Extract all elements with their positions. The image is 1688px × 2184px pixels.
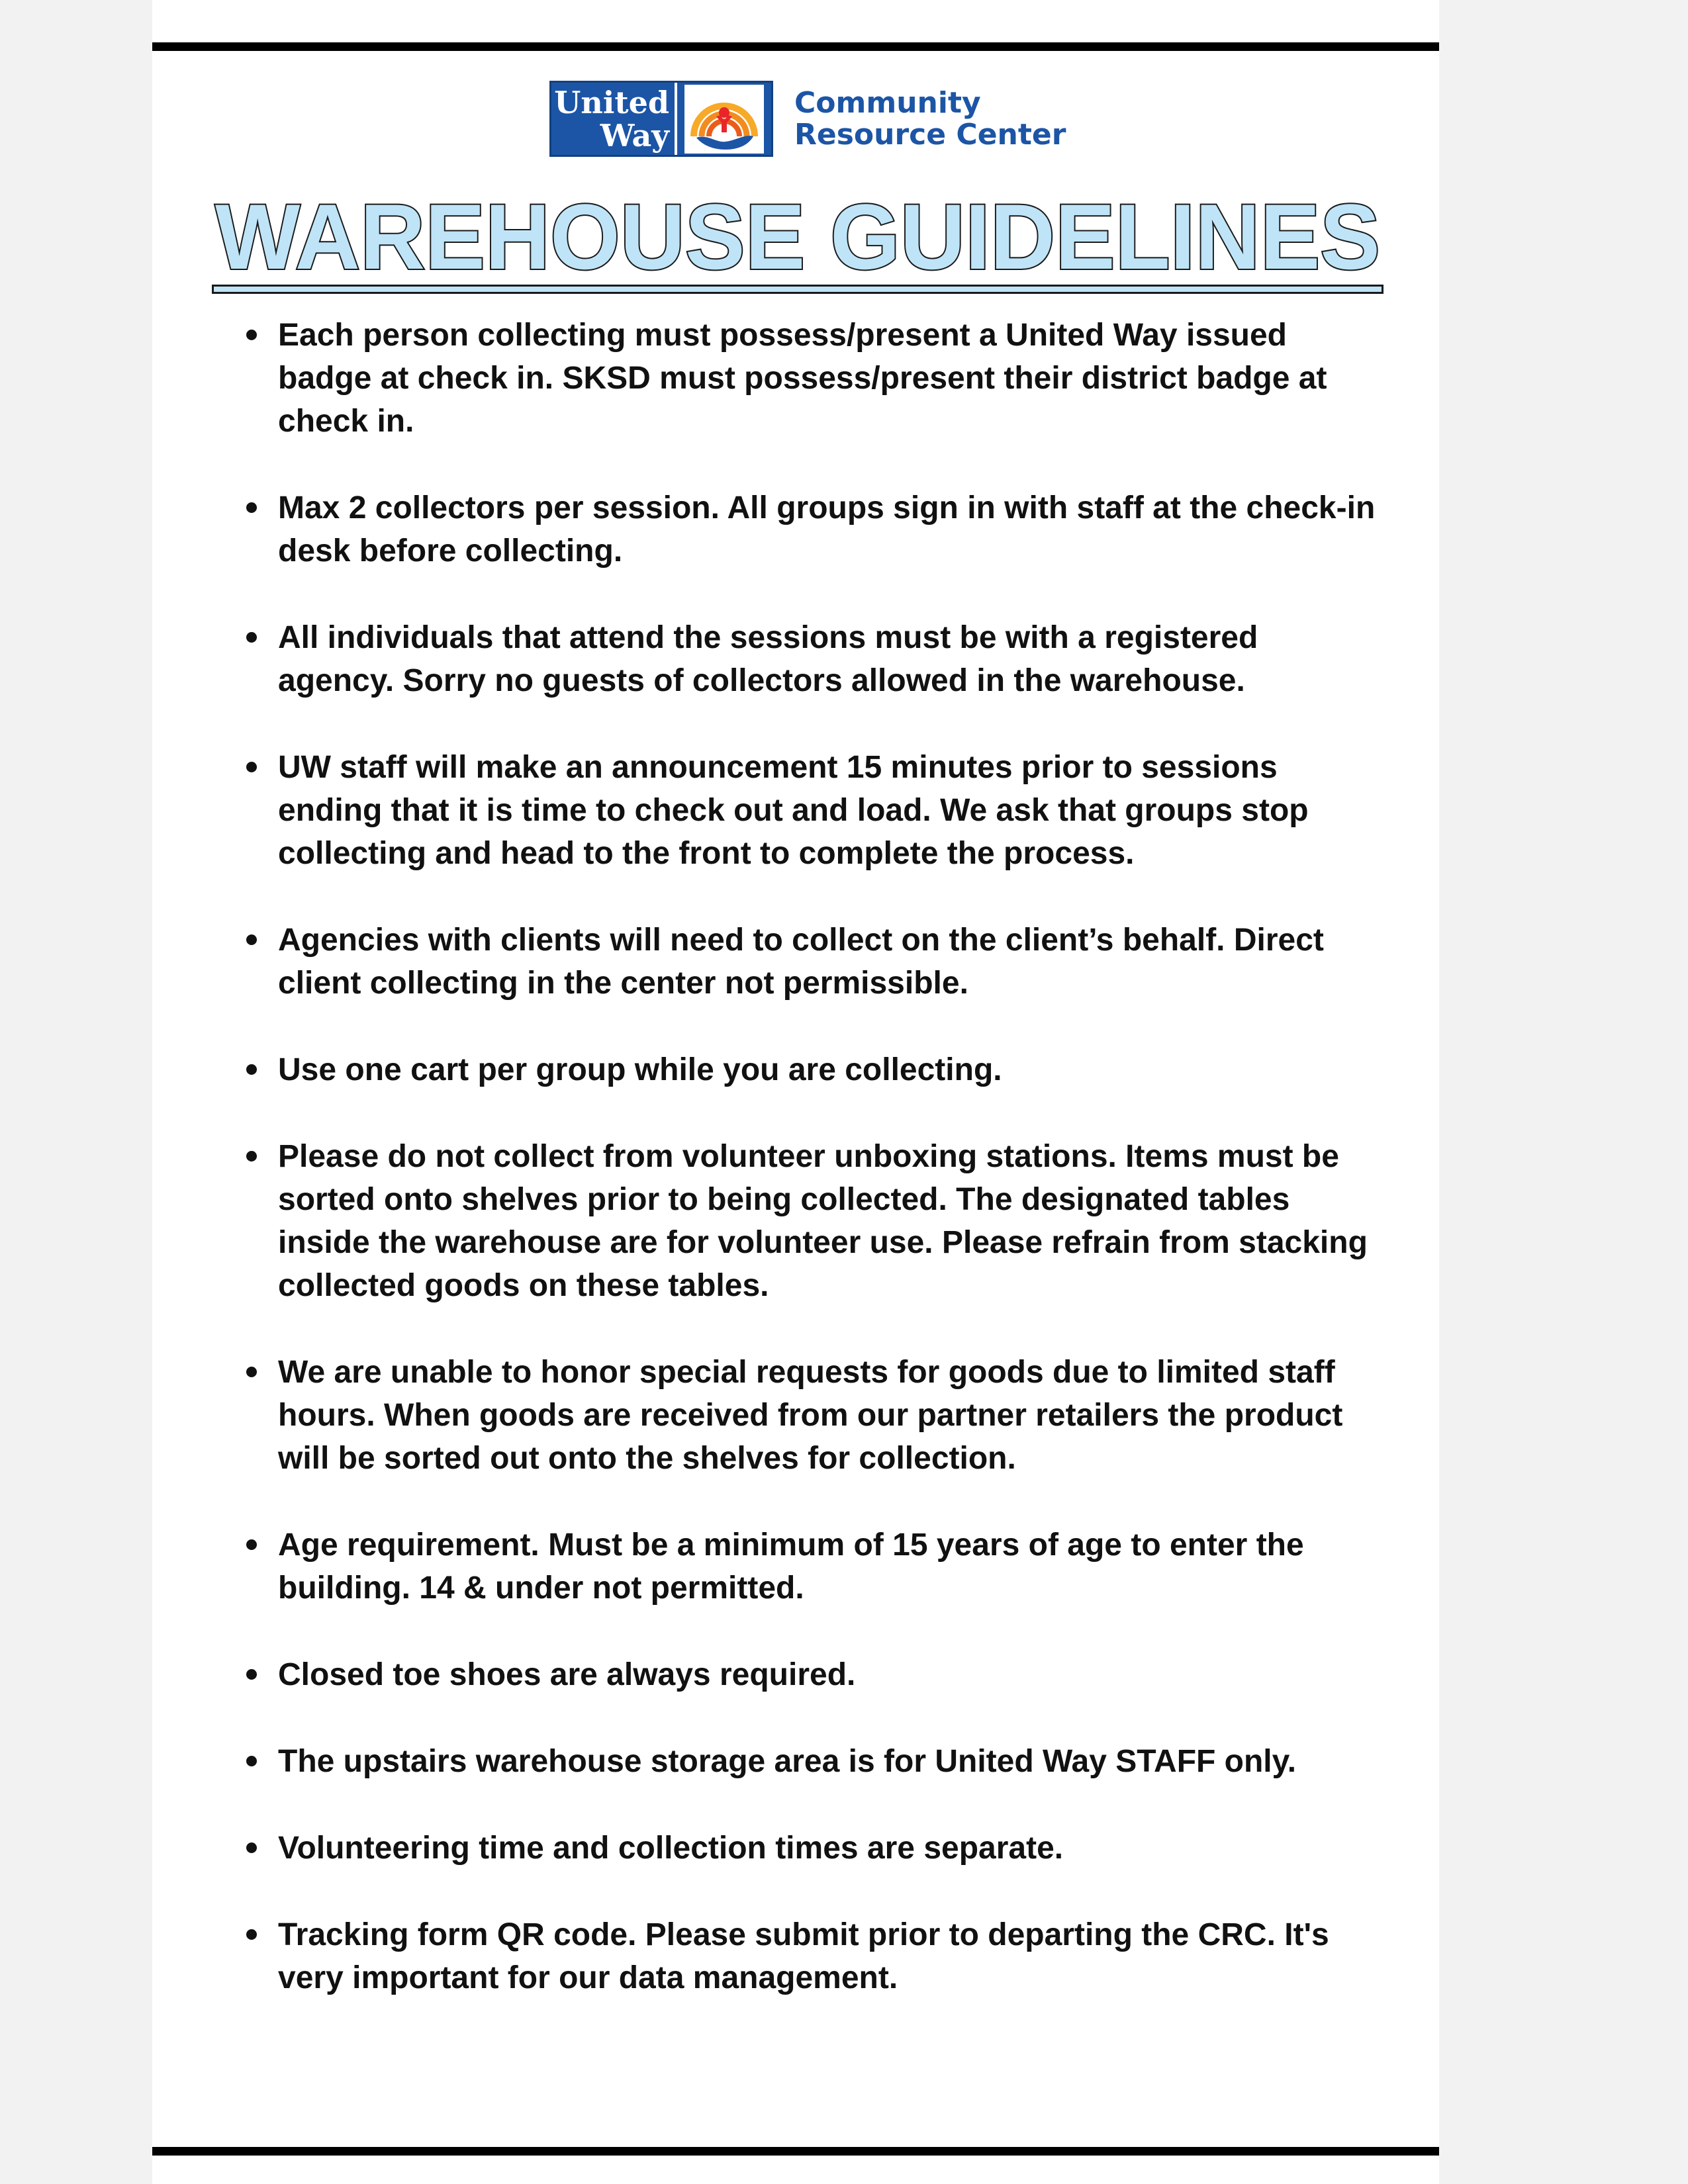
bullet-icon [246,1669,257,1680]
title-underline [212,285,1383,294]
bullet-icon [246,1843,257,1853]
guideline-text: Tracking form QR code. Please submit prior to departing the CRC. It's very important for our data management. [278,1917,1329,1995]
guideline-item [244,1135,1382,1307]
guideline-item [244,486,1382,572]
bullet-icon [246,1756,257,1766]
guideline-text: Use one cart per group while you are collecting. [278,1052,1002,1087]
bullet-icon [246,1151,257,1161]
guideline-text: The upstairs warehouse storage area is for United Way STAFF only. [278,1744,1297,1779]
guideline-text: All individuals that attend the sessions must be with a registered agency. Sorry no guests of collectors allowed in the warehouse. [278,620,1258,698]
guideline-item [244,1524,1382,1610]
guideline-item [244,1351,1382,1480]
bullet-icon [246,934,257,945]
bottom-rule [152,2147,1439,2156]
bullet-icon [246,1929,257,1940]
bullet-icon [246,1539,257,1550]
guideline-text: Please do not collect from volunteer unboxing stations. Items must be sorted onto shelves prior to being collected. The designated tables inside the warehouse are for volunteer use. Please refrain from stacking collected goods on these tables. [278,1139,1368,1303]
logo-word-united: United [554,84,669,120]
united-way-crc-logo [549,81,1066,157]
bullet-icon [246,762,257,772]
guideline-item [244,1653,1382,1696]
united-way-logo [549,81,773,157]
top-rule [152,42,1439,51]
bullet-icon [246,632,257,643]
hand-rainbow-person-icon [677,83,771,155]
bullet-icon [246,1367,257,1377]
guideline-item [244,1740,1382,1783]
page-title-text: WAREHOUSE GUIDELINES [215,191,1380,283]
guideline-text: Max 2 collectors per session. All groups sign in with staff at the check-in desk before collecting. [278,490,1376,569]
logo-resource-center-text: Resource Center [794,117,1066,152]
bullet-icon [246,502,257,513]
guideline-item [244,1048,1382,1091]
bullet-icon [246,330,257,340]
guideline-item [244,616,1382,702]
guideline-item [244,746,1382,875]
guideline-text: Agencies with clients will need to collect on the client’s behalf. Direct client collecting in the center not permissible. [278,923,1324,1001]
community-resource-center-label [794,87,1066,151]
guideline-item [244,919,1382,1005]
guideline-item [244,1827,1382,1870]
guideline-item [244,314,1382,443]
flyer-page [152,0,1439,2184]
guideline-item [244,1913,1382,1999]
guideline-text: Closed toe shoes are always required. [278,1657,856,1692]
guideline-text: Age requirement. Must be a minimum of 15 years of age to enter the building. 14 & under not permitted. [278,1527,1304,1606]
logo-community-text: Community [794,85,981,120]
guideline-text: UW staff will make an announcement 15 minutes prior to sessions ending that it is time to check out and load. We ask that groups stop collecting and head to the front to complete the process. [278,750,1309,871]
logo-word-way: Way [600,117,669,154]
bullet-icon [246,1064,257,1075]
guideline-text: Each person collecting must possess/present a United Way issued badge at check in. SKSD must possess/present their district badge at check in. [278,318,1327,439]
united-way-wordmark [551,83,677,155]
guideline-text: Volunteering time and collection times are separate. [278,1831,1064,1866]
guideline-text: We are unable to honor special requests for goods due to limited staff hours. When goods are received from our partner retailers the product will be sorted out onto the shelves for collection. [278,1355,1343,1476]
page-title [212,191,1383,283]
guidelines-list [244,314,1382,2043]
